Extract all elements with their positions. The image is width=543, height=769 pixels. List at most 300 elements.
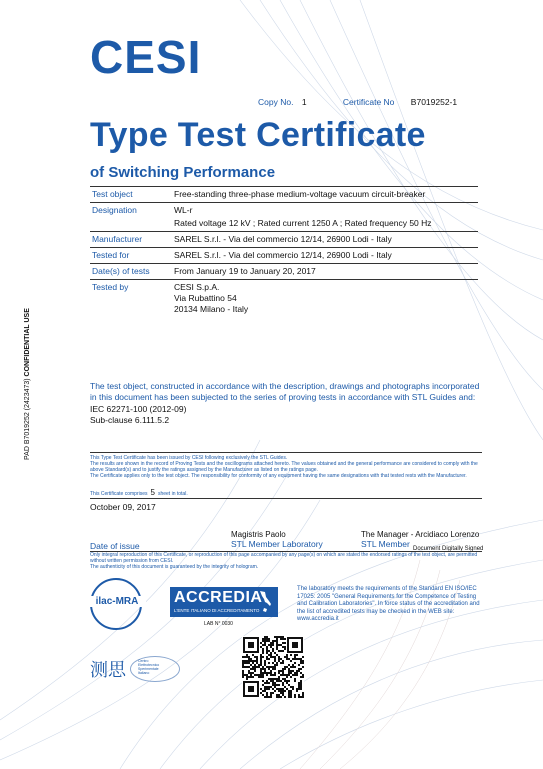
qr-module [242, 670, 244, 672]
qr-module [276, 640, 278, 642]
fine-print [90, 455, 482, 479]
qr-module [262, 650, 264, 652]
page-subtitle: of Switching Performance [90, 164, 276, 181]
qr-module [288, 684, 290, 686]
qr-module [298, 694, 300, 696]
qr-module [264, 696, 266, 698]
qr-module [266, 640, 268, 642]
qr-module [302, 666, 304, 668]
qr-module [266, 656, 268, 658]
qr-module [266, 646, 268, 648]
qr-module [282, 670, 284, 672]
qr-module [294, 654, 296, 656]
qr-module [282, 642, 284, 644]
qr-module [292, 670, 294, 672]
reproduction-line: The authenticity of this document is guaranteed by the integrity of hologram. [90, 564, 259, 570]
qr-module [268, 672, 270, 674]
qr-module [280, 658, 282, 660]
qr-module [256, 662, 258, 664]
row-value-extra2: 20134 Milano - Italy [174, 304, 249, 314]
qr-module [276, 648, 278, 650]
qr-module [282, 636, 284, 638]
ilac-mra-text: ilac-MRA [88, 596, 146, 607]
qr-module [284, 686, 286, 688]
qr-module [288, 668, 290, 670]
qr-module [254, 664, 256, 666]
qr-module [254, 656, 256, 658]
qr-module [268, 658, 270, 660]
reproduction-line: Only integral reproduction of this Certificate, or reproduction of this page accompanied by any page(s) on which are stated the endorsed ratings of the test object, are permitted without written permission from CESI. [90, 552, 478, 564]
reproduction-note [90, 552, 482, 570]
qr-module [288, 672, 290, 674]
qr-module [266, 696, 268, 698]
qr-module [264, 670, 266, 672]
qr-module [276, 678, 278, 680]
accredia-logo [170, 587, 278, 617]
qr-module [260, 646, 262, 648]
partner-logo-line: Sperimentale [138, 667, 159, 671]
qr-module [274, 682, 276, 684]
side-note [10, 300, 31, 460]
qr-module [286, 676, 288, 678]
qr-module [246, 654, 248, 656]
qr-module [274, 686, 276, 688]
qr-module [272, 656, 274, 658]
qr-module [298, 696, 300, 698]
qr-module [290, 694, 292, 696]
qr-module [268, 650, 270, 652]
qr-module [294, 672, 296, 674]
side-note-code: PAD B7019252 (2423473) [24, 378, 31, 460]
qr-module [300, 676, 302, 678]
qr-module [288, 658, 290, 660]
qr-module [246, 674, 248, 676]
clause-text: Sub-clause 6.111.5.2 [90, 415, 170, 425]
qr-module [272, 688, 274, 690]
qr-module [262, 694, 264, 696]
row-key: Manufacturer [90, 232, 172, 248]
qr-module [260, 664, 262, 666]
qr-module [262, 638, 264, 640]
qr-module [268, 696, 270, 698]
standard-text: IEC 62271-100 (2012-09) [90, 404, 187, 414]
qr-module [278, 678, 280, 680]
qr-module [300, 668, 302, 670]
qr-module [262, 666, 264, 668]
qr-module [278, 690, 280, 692]
qr-module [264, 640, 266, 642]
qr-module [274, 690, 276, 692]
qr-module [280, 644, 282, 646]
partner-logo-chars: 测思 [90, 660, 126, 680]
qr-module [248, 676, 250, 678]
qr-module [272, 644, 274, 646]
qr-module [278, 644, 280, 646]
qr-module [246, 666, 248, 668]
qr-module [250, 674, 252, 676]
qr-module [286, 658, 288, 660]
qr-module [272, 642, 274, 644]
qr-code [242, 636, 304, 698]
qr-module [268, 688, 270, 690]
copy-no-label: Copy No. [258, 97, 294, 107]
qr-module [292, 658, 294, 660]
qr-module [280, 690, 282, 692]
qr-module [242, 666, 244, 668]
qr-module [260, 654, 262, 656]
qr-module [270, 652, 272, 654]
qr-module [290, 672, 292, 674]
qr-module [264, 682, 266, 684]
qr-module [280, 650, 282, 652]
qr-module [282, 688, 284, 690]
qr-module [270, 642, 272, 644]
qr-module [284, 674, 286, 676]
qr-module [266, 686, 268, 688]
qr-module [266, 652, 268, 654]
qr-module [296, 670, 298, 672]
qr-module [296, 672, 298, 674]
copy-no-value: 1 [301, 97, 307, 107]
qr-module [276, 662, 278, 664]
qr-module [286, 688, 288, 690]
qr-module [284, 642, 286, 644]
qr-module [270, 670, 272, 672]
qr-module [282, 638, 284, 640]
qr-module [266, 638, 268, 640]
qr-module [250, 664, 252, 666]
row-key: Designation [90, 203, 172, 232]
qr-module [250, 660, 252, 662]
qr-module [264, 660, 266, 662]
qr-module [300, 662, 302, 664]
qr-module [244, 666, 246, 668]
qr-module [276, 654, 278, 656]
qr-module [278, 658, 280, 660]
qr-module [252, 668, 254, 670]
qr-module [262, 690, 264, 692]
qr-module [270, 666, 272, 668]
qr-module [298, 668, 300, 670]
qr-module [266, 688, 268, 690]
qr-module [272, 640, 274, 642]
qr-module [280, 692, 282, 694]
qr-module [294, 680, 296, 682]
qr-module [274, 684, 276, 686]
qr-module [272, 680, 274, 682]
qr-module [280, 636, 282, 638]
qr-module [270, 678, 272, 680]
qr-module [268, 640, 270, 642]
qr-module [298, 684, 300, 686]
qr-module [288, 674, 290, 676]
date-of-issue-label: Date of issue [90, 541, 140, 551]
qr-module [276, 680, 278, 682]
row-value-extra: Via Rubattino 54 [174, 293, 237, 303]
qr-module [256, 666, 258, 668]
qr-module [272, 666, 274, 668]
qr-module [278, 670, 280, 672]
qr-module [264, 638, 266, 640]
copy-certificate-line [258, 97, 463, 107]
qr-module [276, 644, 278, 646]
qr-module [266, 666, 268, 668]
qr-module [260, 688, 262, 690]
table-row [90, 264, 478, 280]
qr-module [252, 662, 254, 664]
signature-left [231, 530, 323, 549]
qr-module [290, 686, 292, 688]
qr-module [300, 658, 302, 660]
qr-module [290, 692, 292, 694]
qr-module [292, 664, 294, 666]
qr-module [292, 686, 294, 688]
qr-module [278, 660, 280, 662]
certificate-no-value: B7019252-1 [410, 97, 458, 107]
qr-module [302, 656, 304, 658]
qr-module [282, 678, 284, 680]
qr-module [300, 672, 302, 674]
qr-module [254, 668, 256, 670]
qr-module [260, 692, 262, 694]
qr-module [294, 694, 296, 696]
qr-module [268, 678, 270, 680]
qr-module [302, 674, 304, 676]
qr-module [254, 670, 256, 672]
qr-module [274, 640, 276, 642]
qr-module [282, 684, 284, 686]
qr-module [252, 666, 254, 668]
qr-module [276, 694, 278, 696]
qr-module [286, 666, 288, 668]
qr-module [264, 672, 266, 674]
qr-module [298, 664, 300, 666]
qr-module [288, 694, 290, 696]
qr-module [288, 690, 290, 692]
qr-module [272, 678, 274, 680]
qr-module [268, 654, 270, 656]
qr-module [262, 648, 264, 650]
qr-module [276, 664, 278, 666]
qr-module [270, 680, 272, 682]
qr-module [282, 650, 284, 652]
qr-module [274, 664, 276, 666]
qr-module [250, 658, 252, 660]
sheet-count-value: 5 [150, 488, 155, 497]
qr-module [256, 660, 258, 662]
qr-module [248, 656, 250, 658]
standard-block [90, 404, 186, 426]
qr-module [288, 664, 290, 666]
qr-module [292, 688, 294, 690]
table-row [90, 248, 478, 264]
qr-module [268, 638, 270, 640]
row-key: Test object [90, 187, 172, 203]
qr-module [262, 684, 264, 686]
qr-module [266, 658, 268, 660]
lab-number: LAB N° 0030 [204, 621, 233, 627]
qr-module [274, 656, 276, 658]
qr-module [274, 678, 276, 680]
qr-module [284, 648, 286, 650]
qr-module [266, 672, 268, 674]
qr-module [278, 656, 280, 658]
fine-print-line: The results are shown in the record of Proving Tests and the oscillograms attached hereto. The values obtained and the general performance are considered to comply with the above Standard(s) and to justify the ratings assigned by the Manufacturer as listed on the ratings page. [90, 461, 478, 473]
qr-module [302, 660, 304, 662]
qr-module [268, 666, 270, 668]
qr-module [290, 654, 292, 656]
qr-module [254, 666, 256, 668]
qr-module [296, 658, 298, 660]
qr-module [284, 666, 286, 668]
qr-module [284, 696, 286, 698]
qr-module [248, 662, 250, 664]
qr-module [248, 658, 250, 660]
qr-module [262, 668, 264, 670]
qr-module [260, 662, 262, 664]
qr-module [242, 672, 244, 674]
row-value-extra: Rated voltage 12 kV ; Rated current 1250 A ; Rated frequency 50 Hz [174, 218, 432, 228]
qr-module [292, 674, 294, 676]
qr-module [302, 694, 304, 696]
qr-module [290, 660, 292, 662]
partner-logo-line: Italiano [138, 671, 150, 675]
qr-module [258, 666, 260, 668]
qr-module [294, 674, 296, 676]
partner-logo-text [138, 659, 159, 675]
sheet-count-label: This Certificate comprises [90, 491, 148, 497]
qr-module [280, 670, 282, 672]
qr-module [280, 688, 282, 690]
divider [90, 452, 482, 453]
qr-module [268, 662, 270, 664]
qr-module [250, 676, 252, 678]
qr-module [244, 656, 246, 658]
qr-module [242, 674, 244, 676]
qr-module [280, 662, 282, 664]
qr-module [272, 692, 274, 694]
qr-module [266, 636, 268, 638]
qr-module [290, 670, 292, 672]
cesi-logo: CESI [90, 31, 202, 83]
qr-module [280, 674, 282, 676]
qr-module [268, 686, 270, 688]
qr-module [294, 678, 296, 680]
qr-module [254, 660, 256, 662]
qr-module [274, 658, 276, 660]
qr-module [270, 696, 272, 698]
accreditation-info: The laboratory meets the requirements of the Standard EN ISO/IEC 17025: 2005 "General Requirements for the Competence of Testing and Calibration Laboratories". In force status of the accreditation and the list of accredited tests may be checked in the WEB site: www.accredia.it [297, 586, 480, 622]
qr-module [260, 674, 262, 676]
qr-module [276, 636, 278, 638]
qr-module [290, 676, 292, 678]
qr-module [262, 644, 264, 646]
qr-module [302, 676, 304, 678]
qr-module [274, 674, 276, 676]
qr-module [262, 652, 264, 654]
qr-module [270, 656, 272, 658]
qr-module [264, 688, 266, 690]
fine-print-line: The Certificate applies only to the test object. The responsibility for conformity of any equipment having the same designations with that tested rests with the Manufacturer. [90, 473, 467, 479]
qr-module [264, 668, 266, 670]
page-title: Type Test Certificate [90, 116, 426, 154]
qr-module [244, 674, 246, 676]
certificate-no-label: Certificate No [342, 97, 395, 107]
qr-module [274, 668, 276, 670]
qr-module [290, 690, 292, 692]
qr-module [294, 662, 296, 664]
qr-module [278, 696, 280, 698]
table-row [90, 232, 478, 248]
row-value: Free-standing three-phase medium-voltage vacuum circuit-breaker [172, 187, 478, 203]
qr-module [282, 662, 284, 664]
qr-module [262, 656, 264, 658]
qr-module [242, 662, 244, 664]
qr-module [260, 676, 262, 678]
qr-module [242, 660, 244, 662]
qr-module [300, 682, 302, 684]
qr-module [294, 666, 296, 668]
qr-module [296, 654, 298, 656]
qr-module [266, 682, 268, 684]
qr-module [286, 682, 288, 684]
qr-module [264, 664, 266, 666]
italy-map-icon [258, 590, 272, 614]
test-statement: The test object, constructed in accordance with the description, drawings and photographs incorporated in this document has been subjected to the series of proving tests in accordance with STL Guides and: [90, 381, 480, 402]
qr-module [260, 656, 262, 658]
qr-module [248, 660, 250, 662]
qr-module [266, 650, 268, 652]
side-note-text [24, 300, 31, 460]
qr-module [284, 638, 286, 640]
qr-module [296, 690, 298, 692]
qr-module [274, 666, 276, 668]
qr-module [290, 666, 292, 668]
signature-right-role: STL Member [361, 539, 410, 549]
qr-module [266, 692, 268, 694]
qr-module [284, 678, 286, 680]
qr-module [248, 666, 250, 668]
qr-module [288, 692, 290, 694]
qr-module [276, 642, 278, 644]
qr-module [278, 694, 280, 696]
row-value: SAREL S.r.l. - Via del commercio 12/14, 26900 Lodi - Italy [172, 248, 478, 264]
qr-module [242, 656, 244, 658]
qr-module [264, 690, 266, 692]
qr-module [288, 696, 290, 698]
qr-module [244, 662, 246, 664]
qr-module [300, 688, 302, 690]
qr-module [286, 680, 288, 682]
qr-module [282, 646, 284, 648]
partner-logo-line: Centro [138, 659, 149, 663]
qr-module [246, 676, 248, 678]
qr-module [248, 670, 250, 672]
sheet-count [90, 488, 188, 497]
qr-module [290, 696, 292, 698]
qr-module [246, 678, 248, 680]
row-key: Date(s) of tests [90, 264, 172, 280]
qr-module [260, 658, 262, 660]
qr-module [298, 688, 300, 690]
qr-module [282, 674, 284, 676]
qr-module [270, 672, 272, 674]
row-key: Tested for [90, 248, 172, 264]
qr-module [270, 646, 272, 648]
qr-module [270, 686, 272, 688]
qr-module [272, 674, 274, 676]
signature-right-name: The Manager - Arcidiaco Lorenzo [361, 530, 480, 539]
